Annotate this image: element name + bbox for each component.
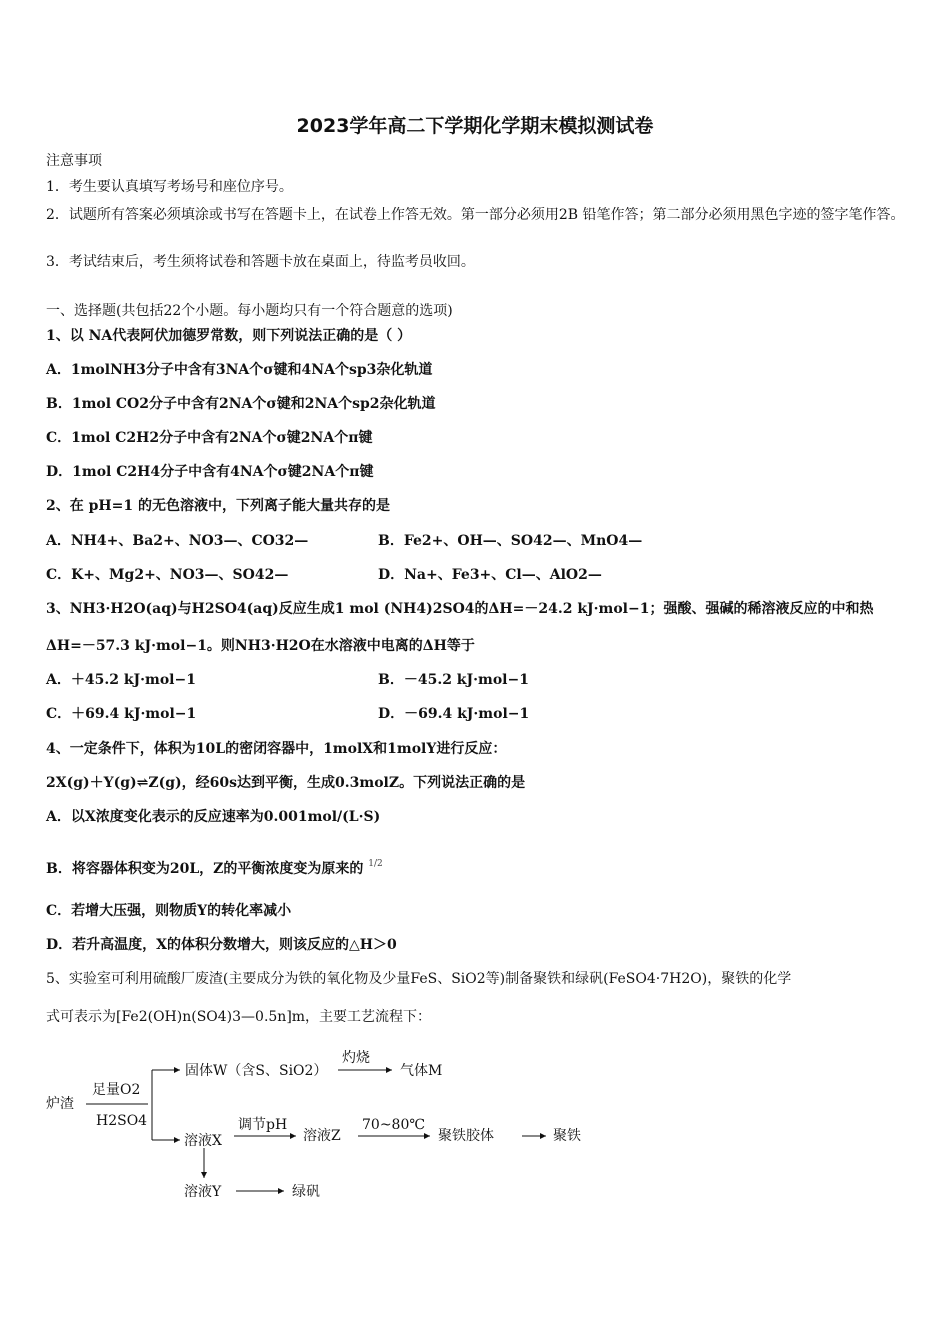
- q2-option-d: D．Na+、Fe3+、Cl—、AlO2—: [378, 567, 602, 583]
- q1-stem: 1、以 NA代表阿伏加德罗常数，则下列说法正确的是（ ）: [46, 328, 412, 344]
- q3-option-a: A．＋45.2 kJ·mol−1: [46, 672, 196, 688]
- flow-reagent-bottom: H2SO4: [96, 1113, 148, 1129]
- q2-stem: 2、在 pH=1 的无色溶液中，下列离子能大量共存的是: [46, 498, 390, 514]
- notice-item-2: 2．试题所有答案必须填涂或书写在答题卡上，在试卷上作答无效。第一部分必须用2B 铅笔作答；第二部分必须用黑色字迹的签字笔作答。: [46, 207, 905, 223]
- flow-temp: 70~80℃: [362, 1117, 426, 1133]
- flow-solution-y: 溶液Y: [184, 1184, 222, 1200]
- flow-solution-z: 溶液Z: [303, 1128, 341, 1144]
- notice-item-3: 3．考试结束后，考生须将试卷和答题卡放在桌面上，待监考员收回。: [46, 254, 475, 270]
- process-flow-diagram: [0, 1040, 950, 1210]
- flow-solid-w: 固体W（含S、SiO2）: [185, 1063, 328, 1079]
- q4-option-d: D．若升高温度，X的体积分数增大，则该反应的△H＞0: [46, 937, 397, 953]
- q2-option-b: B．Fe2+、OH—、SO42—、MnO4—: [378, 533, 643, 549]
- flow-gas-m: 气体M: [400, 1063, 443, 1079]
- q1-option-c: C．1mol C2H2分子中含有2NA个σ键2NA个π键: [46, 430, 373, 446]
- q3-stem-line2: ΔH=－57.3 kJ·mol−1。则NH3·H2O在水溶液中电离的ΔH等于: [46, 638, 475, 654]
- flow-burn: 灼烧: [342, 1050, 370, 1066]
- notice-item-1: 1．考生要认真填写考场号和座位序号。: [46, 179, 293, 195]
- q4-option-a: A．以X浓度变化表示的反应速率为0.001mol/(L·S): [46, 809, 381, 825]
- q4-option-b: [46, 855, 383, 878]
- flow-solution-x: 溶液X: [184, 1133, 222, 1149]
- q3-option-d: D．－69.4 kJ·mol−1: [378, 706, 530, 722]
- flow-vitriol: 绿矾: [292, 1184, 320, 1200]
- q4-option-b-text: B．将容器体积变为20L，Z的平衡浓度变为原来的: [46, 861, 364, 877]
- q3-stem-line1: 3、NH3·H2O(aq)与H2SO4(aq)反应生成1 mol (NH4)2SO4的ΔH=－24.2 kJ·mol−1；强酸、强碱的稀溶液反应的中和热: [46, 601, 874, 617]
- flow-colloid: 聚铁胶体: [438, 1128, 494, 1144]
- q1-option-d: D．1mol C2H4分子中含有4NA个σ键2NA个π键: [46, 464, 374, 480]
- q1-option-a: A．1molNH3分子中含有3NA个σ键和4NA个sp3杂化轨道: [46, 362, 433, 378]
- q4-option-c: C．若增大压强，则物质Y的转化率减小: [46, 903, 292, 919]
- flow-start: 炉渣: [46, 1096, 74, 1112]
- notice-heading: 注意事项: [46, 153, 102, 169]
- q4-stem-line2: 2X(g)＋Y(g)⇌Z(g)，经60s达到平衡，生成0.3molZ。下列说法正确的是: [46, 775, 526, 791]
- section-heading: 一、选择题(共包括22个小题。每小题均只有一个符合题意的选项): [46, 303, 453, 319]
- flow-adjust-ph: 调节pH: [238, 1117, 288, 1133]
- q3-option-c: C．＋69.4 kJ·mol−1: [46, 706, 197, 722]
- q5-stem-line1: 5、实验室可利用硫酸厂废渣(主要成分为铁的氧化物及少量FeS、SiO2等)制备聚铁和绿矾(FeSO4·7H2O)，聚铁的化学: [46, 971, 792, 987]
- flow-reagent-top: 足量O2: [92, 1082, 141, 1098]
- q2-option-a: A．NH4+、Ba2+、NO3—、CO32—: [46, 533, 309, 549]
- flow-polyiron: 聚铁: [553, 1128, 581, 1144]
- q1-option-b: B．1mol CO2分子中含有2NA个σ键和2NA个sp2杂化轨道: [46, 396, 436, 412]
- page-title: 2023学年高二下学期化学期末模拟测试卷: [296, 115, 654, 137]
- q2-option-c: C．K+、Mg2+、NO3—、SO42—: [46, 567, 289, 583]
- q4-stem-line1: 4、一定条件下，体积为10L的密闭容器中，1molX和1molY进行反应：: [46, 741, 507, 757]
- q5-stem-line2: 式可表示为[Fe2(OH)n(SO4)3—0.5n]m，主要工艺流程下：: [46, 1009, 432, 1025]
- q4-option-b-fraction: 1/2: [368, 859, 383, 869]
- q3-option-b: B．－45.2 kJ·mol−1: [378, 672, 529, 688]
